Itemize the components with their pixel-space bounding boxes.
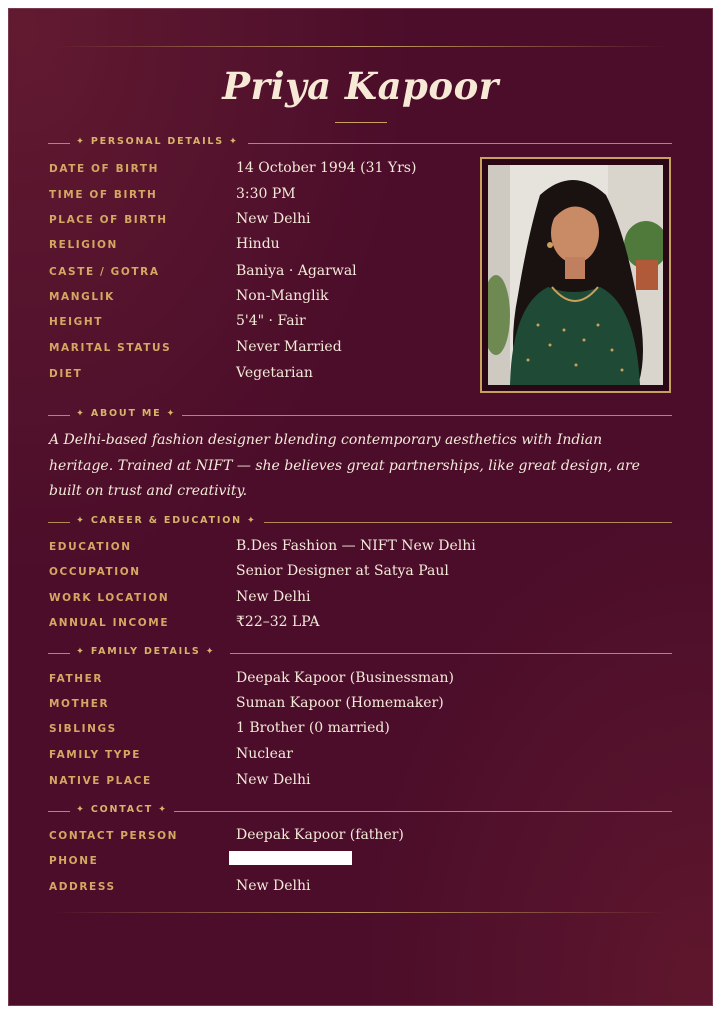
section-title: ✦ ABOUT ME ✦ [76,408,177,419]
section-career-header [48,515,672,529]
profile-photo-frame [480,157,671,393]
field-value: New Delhi [236,772,311,788]
field-value: Suman Kapoor (Homemaker) [236,695,444,711]
field-value: 5'4" · Fair [236,313,306,329]
field-value: Never Married [236,339,342,355]
field-value: B.Des Fashion — NIFT New Delhi [236,538,476,554]
field-value: New Delhi [236,589,311,605]
top-divider [55,46,666,47]
field-label: CASTE / GOTRA [49,266,160,278]
field-label: HEIGHT [49,316,104,328]
section-title: ✦ CAREER & EDUCATION ✦ [76,515,257,526]
title-underline [335,122,387,123]
about-text: A Delhi-based fashion designer blending contemporary aesthetics with Indian heritage. Trained at NIFT — she believes great partnerships, like great design, are built on trust and creativity. [49,432,640,499]
field-value: 1 Brother (0 married) [236,720,390,736]
field-label: FATHER [49,673,104,685]
field-label: DIET [49,368,83,380]
field-label: MARITAL STATUS [49,342,172,354]
field-value: New Delhi [236,211,311,227]
field-label: NATIVE PLACE [49,775,152,787]
section-personal-header [48,136,672,150]
field-value: ₹22–32 LPA [236,614,320,630]
field-label: PHONE [49,855,99,867]
section-contact-header [48,804,672,818]
field-label: OCCUPATION [49,566,141,578]
section-about-header [48,408,672,422]
section-title: ✦ PERSONAL DETAILS ✦ [76,136,239,147]
section-family-header [48,646,672,660]
field-label: DATE OF BIRTH [49,163,160,175]
field-value: 14 October 1994 (31 Yrs) [236,160,417,176]
section-title: ✦ CONTACT ✦ [76,804,168,815]
field-label: MANGLIK [49,291,115,303]
field-label: CONTACT PERSON [49,830,179,842]
field-label: PLACE OF BIRTH [49,214,168,226]
field-label: EDUCATION [49,541,132,553]
field-value: Vegetarian [236,365,313,381]
field-value: Nuclear [236,746,293,762]
field-value: 3:30 PM [236,186,296,202]
field-label: WORK LOCATION [49,592,170,604]
bottom-divider [55,912,666,913]
field-value: Senior Designer at Satya Paul [236,563,449,579]
section-title: ✦ FAMILY DETAILS ✦ [76,646,216,657]
field-label: TIME OF BIRTH [49,189,158,201]
phone-redaction [229,851,352,865]
field-value: Deepak Kapoor (Businessman) [236,670,455,686]
field-value: Hindu [236,236,280,252]
field-label: FAMILY TYPE [49,749,141,761]
field-label: ADDRESS [49,881,116,893]
portrait-illustration [488,165,663,385]
field-label: RELIGION [49,239,118,251]
field-label: ANNUAL INCOME [49,617,170,629]
field-value: Baniya · Agarwal [236,263,357,279]
field-value: Non-Manglik [236,288,329,304]
profile-name: Priya Kapoor [222,64,499,108]
field-label: MOTHER [49,698,110,710]
field-value: Deepak Kapoor (father) [236,827,404,843]
field-label: SIBLINGS [49,723,117,735]
profile-photo [488,165,663,385]
field-value: New Delhi [236,878,311,894]
